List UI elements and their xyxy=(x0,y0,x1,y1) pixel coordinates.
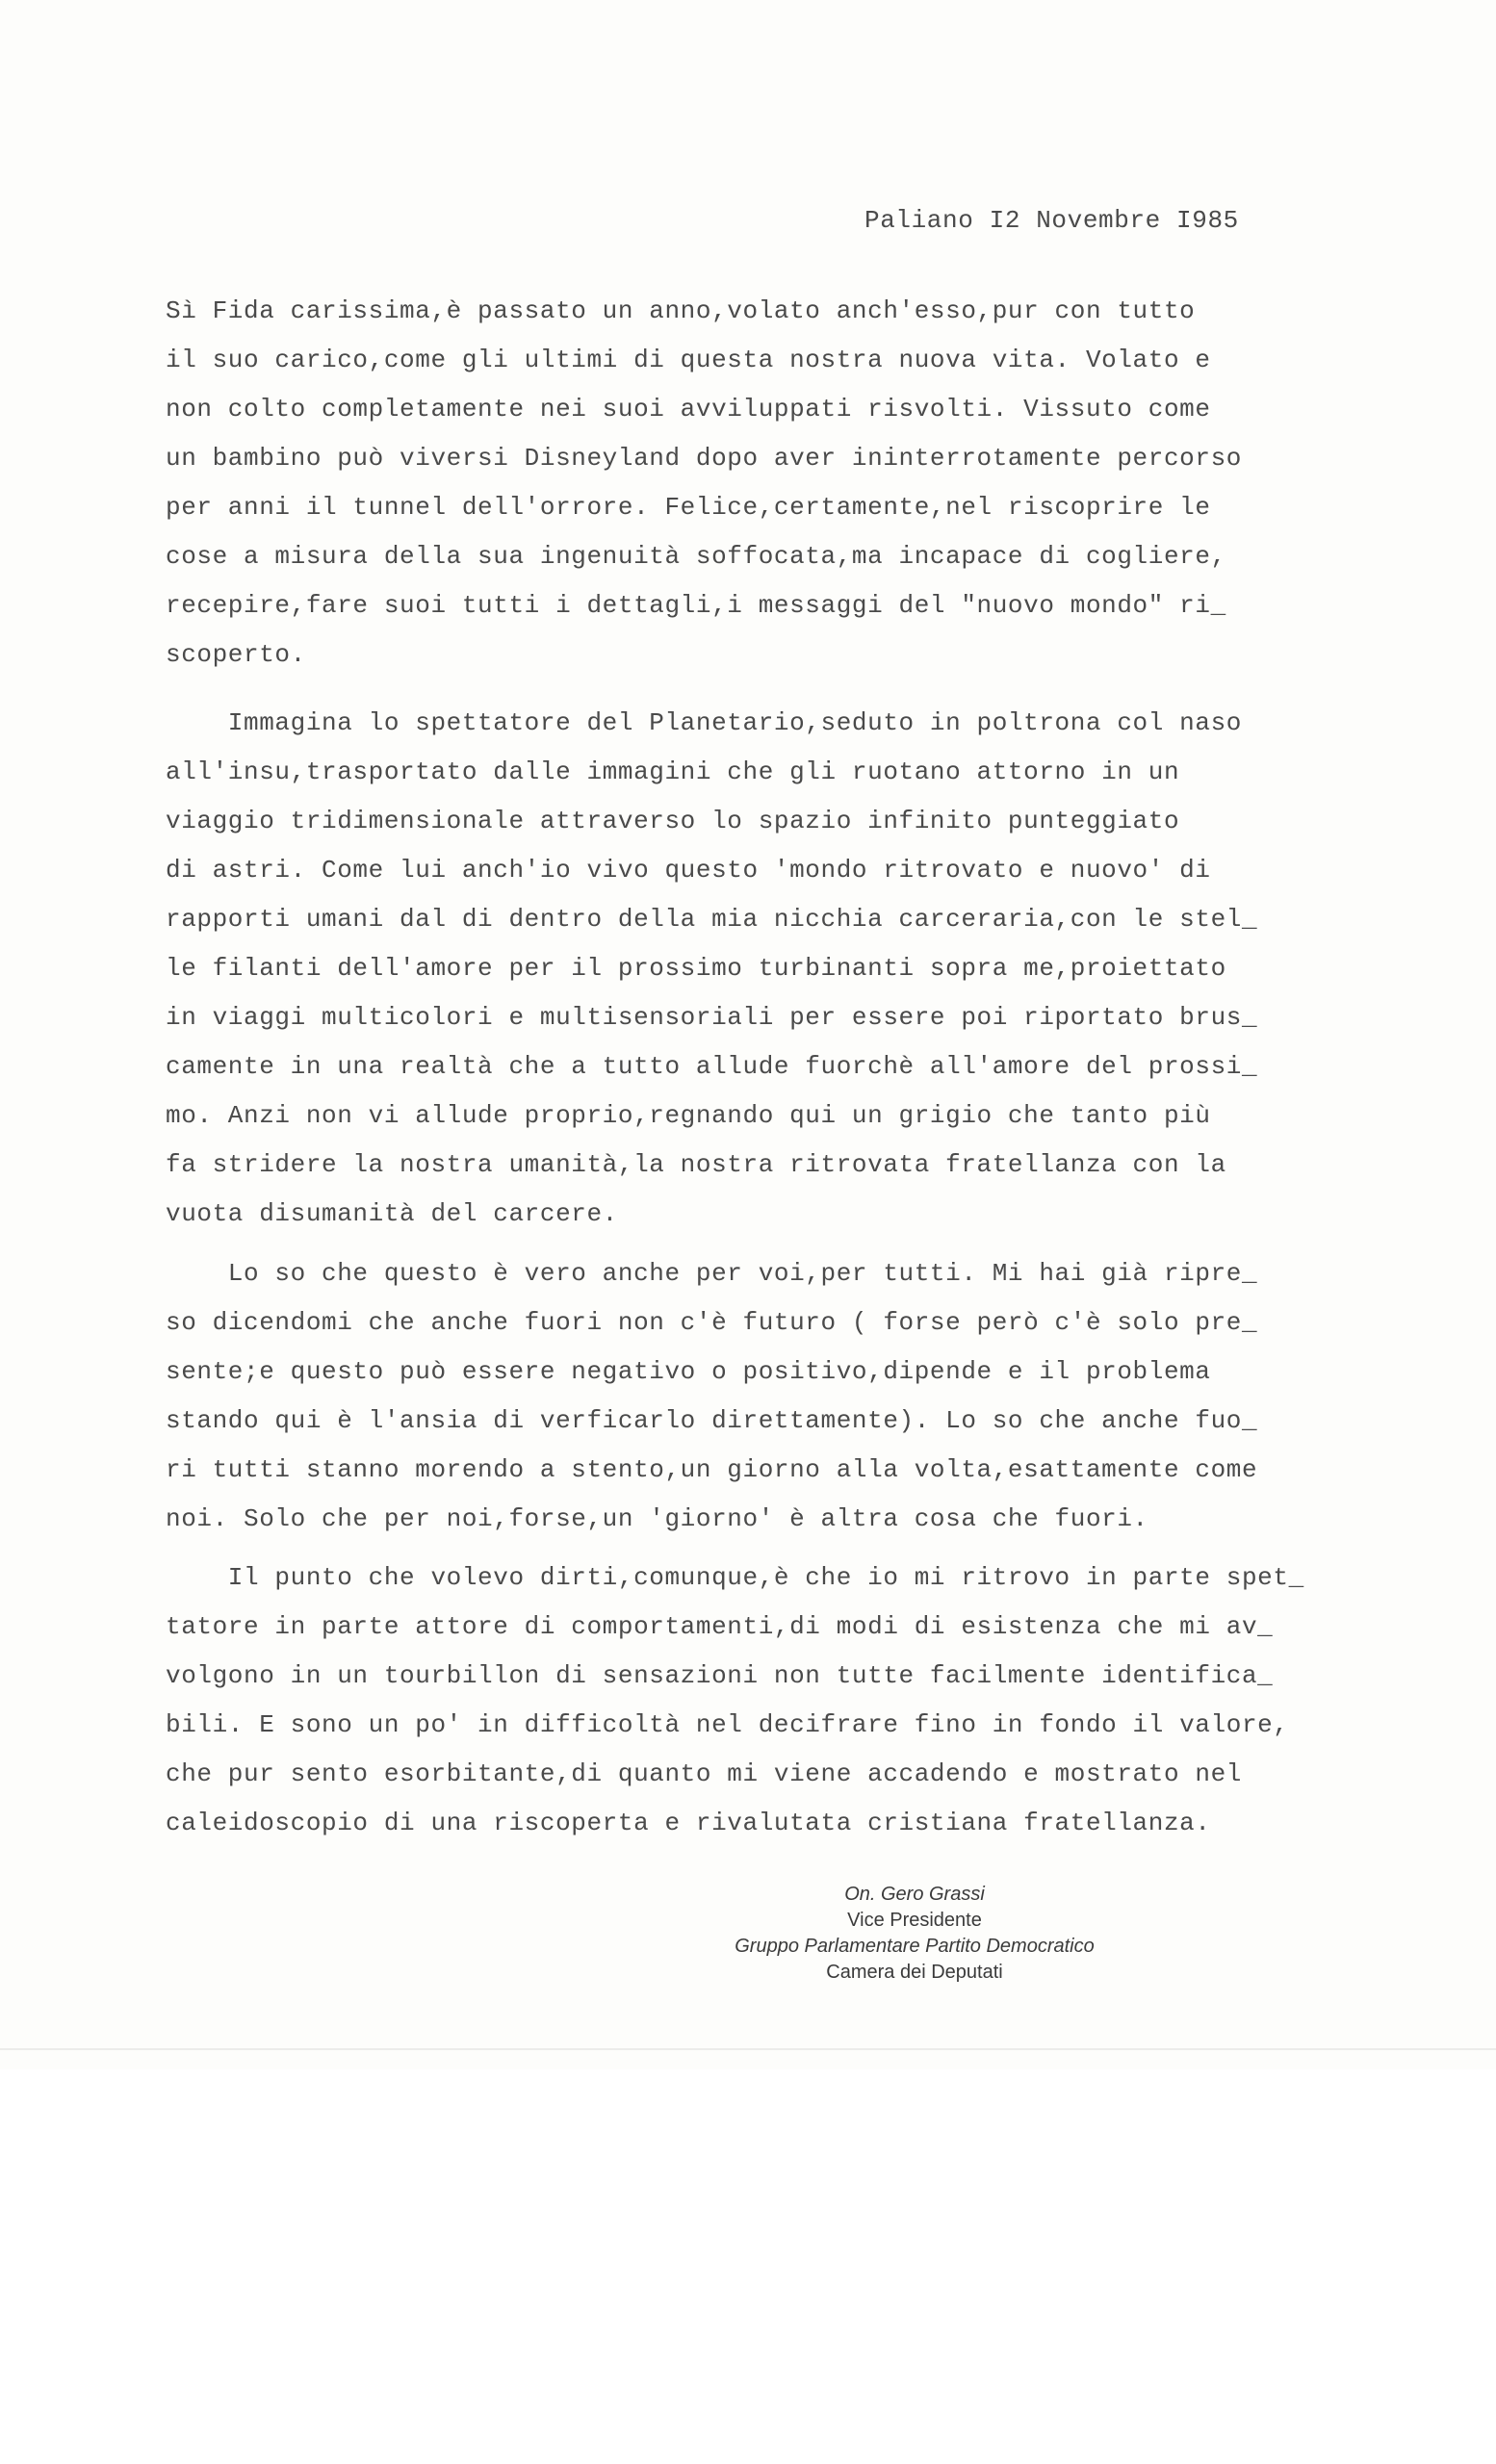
letter-line: che pur sento esorbitante,di quanto mi viene accadendo e mostrato nel xyxy=(166,1759,1242,1788)
letter-line: caleidoscopio di una riscoperta e rivalutata cristiana fratellanza. xyxy=(166,1809,1211,1837)
letter-line: scoperto. xyxy=(166,640,306,669)
letter-line: sente;e questo può essere negativo o positivo,dipende e il problema xyxy=(166,1357,1211,1386)
stamp-role: Vice Presidente xyxy=(847,1910,982,1931)
letter-line: so dicendomi che anche fuori non c'è futuro ( forse però c'è solo pre_ xyxy=(166,1308,1258,1337)
letter-line: tatore in parte attore di comportamenti,di modi di esistenza che mi av_ xyxy=(166,1612,1274,1641)
letter-line: vuota disumanità del carcere. xyxy=(166,1199,618,1228)
stamp-group: Gruppo Parlamentare Partito Democratico xyxy=(735,1936,1095,1957)
letter-line: in viaggi multicolori e multisensoriali per essere poi riportato brus_ xyxy=(166,1003,1258,1032)
letter-line: Immagina lo spettatore del Planetario,seduto in poltrona col naso xyxy=(166,708,1242,737)
letter-line: mo. Anzi non vi allude proprio,regnando qui un grigio che tanto più xyxy=(166,1101,1211,1130)
letter-line: noi. Solo che per noi,forse,un 'giorno' è altra cosa che fuori. xyxy=(166,1504,1148,1533)
letter-line: ri tutti stanno morendo a stento,un giorno alla volta,esattamente come xyxy=(166,1455,1258,1484)
letter-line: fa stridere la nostra umanità,la nostra ritrovata fratellanza con la xyxy=(166,1150,1226,1179)
letter-line: rapporti umani dal di dentro della mia nicchia carceraria,con le stel_ xyxy=(166,905,1258,934)
letter-line: di astri. Come lui anch'io vivo questo 'mondo ritrovato e nuovo' di xyxy=(166,856,1211,885)
letter-line: non colto completamente nei suoi avviluppati risvolti. Vissuto come xyxy=(166,395,1211,424)
letter-body xyxy=(166,296,1494,1894)
stamp-house: Camera dei Deputati xyxy=(826,1962,1003,1983)
stamp-name: On. Gero Grassi xyxy=(844,1884,985,1905)
letter-line: camente in una realtà che a tutto allude fuorchè all'amore del prossi_ xyxy=(166,1052,1258,1081)
letter-line: all'insu,trasportato dalle immagini che gli ruotano attorno in un xyxy=(166,757,1180,786)
letter-line: bili. E sono un po' in difficoltà nel decifrare fino in fondo il valore, xyxy=(166,1710,1289,1739)
letter-line: per anni il tunnel dell'orrore. Felice,certamente,nel riscoprire le xyxy=(166,493,1211,522)
letter-line: le filanti dell'amore per il prossimo turbinanti sopra me,proiettato xyxy=(166,954,1226,983)
letter-line: Lo so che questo è vero anche per voi,per tutti. Mi hai già ripre_ xyxy=(166,1259,1258,1288)
letter-line: stando qui è l'ansia di verficarlo direttamente). Lo so che anche fuo_ xyxy=(166,1406,1258,1435)
letter-line: Sì Fida carissima,è passato un anno,volato anch'esso,pur con tutto xyxy=(166,296,1196,325)
letter-line: il suo carico,come gli ultimi di questa nostra nuova vita. Volato e xyxy=(166,346,1211,374)
letter-line: cose a misura della sua ingenuità soffocata,ma incapace di cogliere, xyxy=(166,542,1226,571)
letter-line: un bambino può viversi Disneyland dopo aver ininterrotamente percorso xyxy=(166,444,1242,473)
letter-line: recepire,fare suoi tutti i dettagli,i messaggi del "nuovo mondo" ri_ xyxy=(166,591,1226,620)
page-edge xyxy=(0,2048,1496,2050)
letter-date: Paliano I2 Novembre I985 xyxy=(864,206,1239,235)
official-stamp xyxy=(674,1882,1155,1986)
letter-line: volgono in un tourbillon di sensazioni non tutte facilmente identifica_ xyxy=(166,1661,1274,1690)
letter-line: Il punto che volevo dirti,comunque,è che io mi ritrovo in parte spet_ xyxy=(166,1563,1304,1592)
letter-line: viaggio tridimensionale attraverso lo spazio infinito punteggiato xyxy=(166,807,1180,835)
